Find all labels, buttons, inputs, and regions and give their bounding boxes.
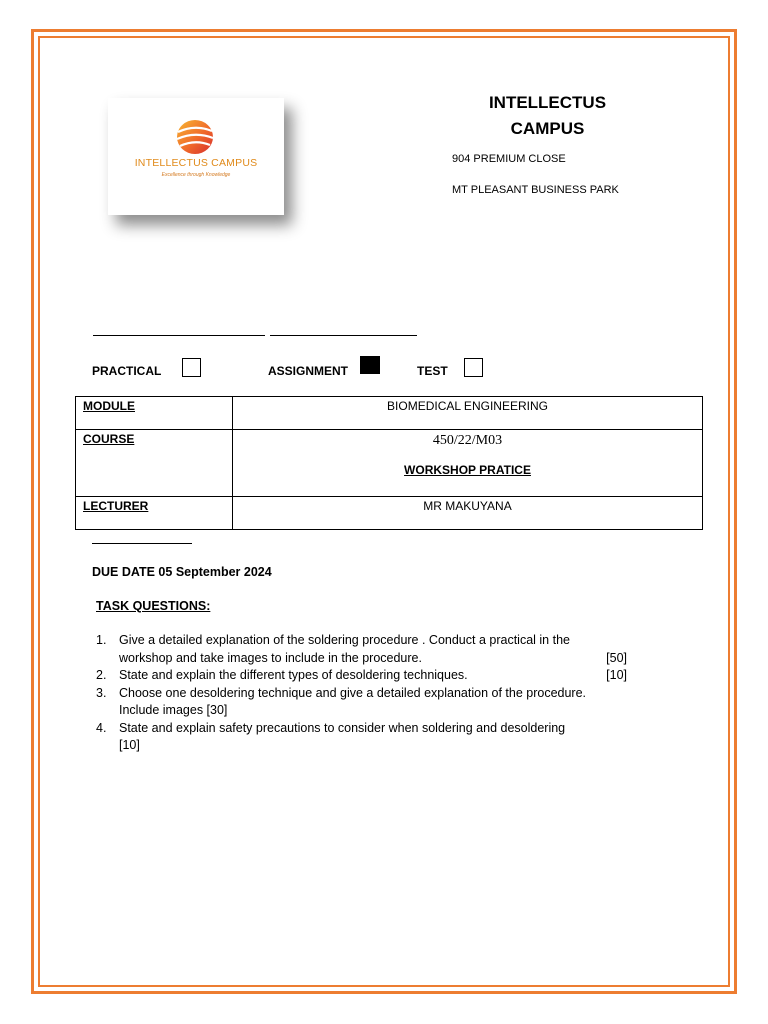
task-text-line: State and explain safety precautions to consider when soldering and desoldering	[119, 720, 566, 735]
task-questions-heading: TASK QUESTIONS:	[96, 599, 211, 613]
course-name: WORKSHOP PRATICE	[404, 463, 531, 477]
list-item	[96, 667, 636, 685]
module-row	[76, 397, 703, 430]
address-line-1: 904 PREMIUM CLOSE	[452, 153, 566, 165]
task-number: 4.	[96, 720, 107, 735]
task-marks: [50]	[606, 650, 627, 665]
campus-title-line2: CAMPUS	[510, 119, 585, 138]
list-item	[96, 720, 636, 755]
practical-label: PRACTICAL	[92, 364, 162, 378]
logo-wordmark: INTELLECTUS CAMPUS	[134, 157, 258, 169]
task-text-line-2	[119, 650, 636, 668]
globe-logo-icon	[174, 118, 216, 156]
task-text-line-2: Include images [30]	[119, 703, 228, 717]
assignment-label: ASSIGNMENT	[268, 364, 349, 378]
due-date: DUE DATE 05 September 2024	[92, 565, 272, 579]
module-info-table	[75, 396, 703, 530]
campus-logo	[108, 98, 284, 215]
lecturer-value: MR MAKUYANA	[233, 497, 703, 530]
task-text-line: Choose one desoldering technique and give a detailed explanation of the procedure.	[119, 685, 587, 700]
task-number: 3.	[96, 685, 107, 700]
module-value: BIOMEDICAL ENGINEERING	[233, 397, 703, 430]
task-text-line-2: [10]	[119, 738, 140, 752]
task-text-line	[119, 667, 636, 685]
campus-title-line1: INTELLECTUS	[488, 93, 607, 112]
list-item	[96, 685, 636, 720]
course-label: COURSE	[76, 430, 233, 497]
blank-line-left	[93, 335, 265, 336]
test-checkbox[interactable]	[464, 358, 483, 377]
list-item	[96, 632, 636, 667]
module-label: MODULE	[76, 397, 233, 430]
campus-title	[470, 90, 625, 142]
task-number: 2.	[96, 668, 107, 682]
logo-tagline: Excellence through Knowledge	[161, 172, 231, 178]
lecturer-row	[76, 497, 703, 530]
task-text: State and explain the different types of desoldering techniques.	[119, 668, 468, 682]
task-text: workshop and take images to include in the procedure.	[119, 650, 422, 665]
blank-line-right	[270, 335, 417, 336]
course-cell	[233, 430, 703, 497]
task-list	[96, 632, 636, 755]
address-line-2: MT PLEASANT BUSINESS PARK	[452, 184, 619, 196]
test-label: TEST	[417, 364, 448, 378]
task-marks: [10]	[606, 668, 627, 682]
lecturer-label: LECTURER	[76, 497, 233, 530]
course-code: 450/22/M03	[432, 433, 503, 448]
course-row	[76, 430, 703, 497]
practical-checkbox[interactable]	[182, 358, 201, 377]
task-text-line: Give a detailed explanation of the soldering procedure . Conduct a practical in the	[119, 633, 570, 647]
task-number: 1.	[96, 633, 107, 647]
assignment-checkbox[interactable]	[360, 356, 380, 374]
short-rule	[92, 543, 192, 544]
